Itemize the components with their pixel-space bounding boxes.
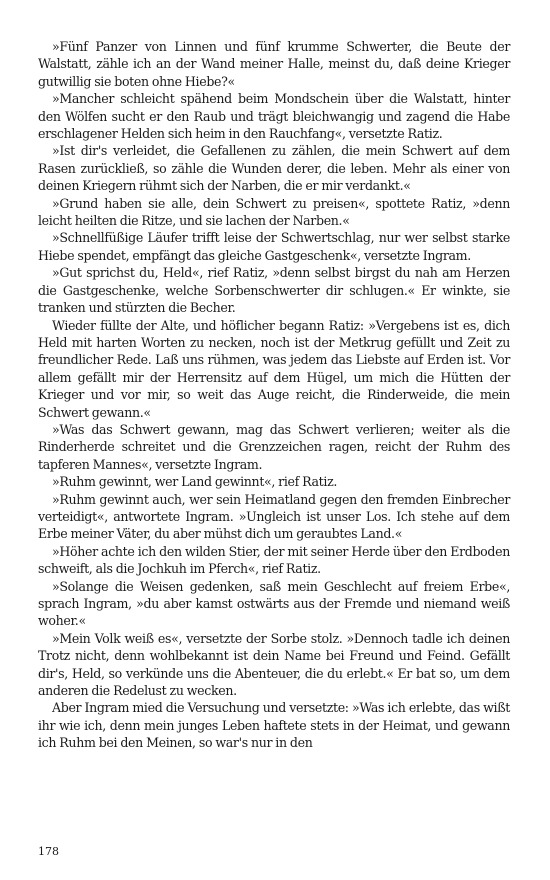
page-body (38, 38, 510, 752)
paragraph: »Schnellfüßige Läufer trifft leise der Schwertschlag, nur wer selbst starke Hiebe spendet, empfängt das gleiche Gastgeschenk«, versetzte Ingram. (38, 230, 510, 263)
paragraph: »Gut sprichst du, Held«, rief Ratiz, »denn selbst birgst du nah am Herzen die Gastgeschenke, welche Sorbenschwerter dir schlugen.« Er winkte, sie tranken und stürzten die Becher. (38, 265, 510, 316)
paragraph: »Höher achte ich den wilden Stier, der mit seiner Herde über den Erdboden schweift, als die Jochkuh im Pferch«, rief Ratiz. (38, 543, 510, 577)
paragraph: Aber Ingram mied die Versuchung und versetzte: »Was ich erlebte, das wißt ihr wie ich, denn mein junges Leben haftete stets in der Heimat, und gewann ich Ruhm bei den Meinen, so war's nur in den (38, 700, 510, 751)
paragraph: »Mein Volk weiß es«, versetzte der Sorbe stolz. »Dennoch tadle ich deinen Trotz nicht, denn wohlbekannt ist dein Name bei Freund und Feind. Gefällt dir's, Held, so verkünde uns die Abenteuer, die du erlebt.« Er bat so, um dem anderen die Redelust zu wecken. (38, 630, 510, 699)
paragraph: »Mancher schleicht spähend beim Mondschein über die Walstatt, hinter den Wölfen sucht er den Raub und trägt bleichwangig und zagend die Habe erschlagener Helden sich heim in den Rauchfang«, versetzte Ratiz. (38, 91, 510, 142)
paragraph: »Solange die Weisen gedenken, saß mein Geschlecht auf freiem Erbe«, sprach Ingram, »du aber kamst ostwärts aus der Fremde und niemand weiß woher.« (38, 578, 510, 629)
paragraph: »Was das Schwert gewann, mag das Schwert verlieren; weiter als die Rinderherde schreitet und die Grenzzeichen ragen, reicht der Ruhm des tapferen Mannes«, versetzte Ingram. (38, 421, 510, 472)
paragraph: »Fünf Panzer von Linnen und fünf krumme Schwerter, die Beute der Walstatt, zähle ich an der Wand meiner Halle, meinst du, daß deine Krieger gutwillig sie boten ohne Hiebe?« (38, 39, 510, 89)
paragraph: »Grund haben sie alle, dein Schwert zu preisen«, spottete Ratiz, »denn leicht heilten die Ritze, und sie lachen der Narben.« (38, 195, 510, 229)
paragraph: »Ist dir's verleidet, die Gefallenen zu zählen, die mein Schwert auf dem Rasen zurückließ, so zähle die Wunden derer, die leben. Mehr als einer von deinen Kriegern rühmt sich der Narben, die er mir verdankt.« (38, 143, 510, 194)
paragraph: »Ruhm gewinnt, wer Land gewinnt«, rief Ratiz. (52, 474, 338, 490)
page-number: 178 (38, 845, 59, 858)
paragraph: »Ruhm gewinnt auch, wer sein Heimatland gegen den fremden Einbrecher verteidigt«, antwortete Ingram. »Ungleich ist unser Los. Ich stehe auf dem Erbe meiner Väter, du aber mühst dich um geraubtes Land.« (38, 491, 510, 542)
paragraph: Wieder füllte der Alte, und höflicher begann Ratiz: »Vergebens ist es, dich Held mit harten Worten zu necken, noch ist der Metkrug gefüllt und Zeit zu freundlicher Rede. Laß uns rühmen, was jedem das Liebste auf Erden ist. Vor allem gefällt mir der Herrensitz auf dem Hügel, um mich die Hütten der Krieger und vor mir, so weit das Auge reicht, die Rinderweide, die mein Schwert gewann.« (38, 317, 510, 420)
